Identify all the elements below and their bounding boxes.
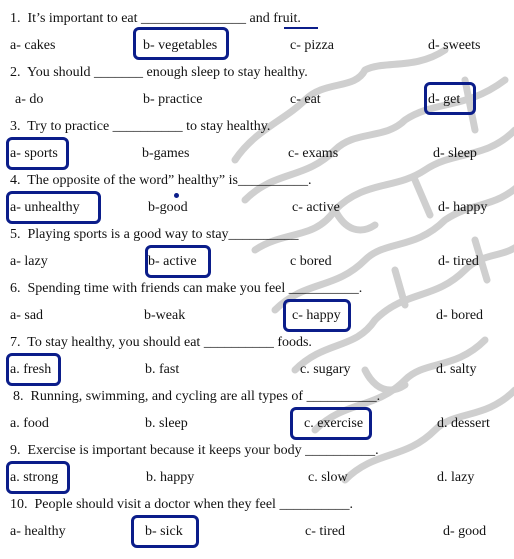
answer-circle-b — [133, 27, 229, 60]
question-number: 10. — [10, 497, 28, 512]
option-d[interactable]: d- sleep — [433, 146, 477, 161]
question-number: 6. — [10, 281, 21, 296]
question-text: Spending time with friends can make you feel __________. — [20, 281, 363, 296]
option-a[interactable]: a. food — [10, 416, 49, 431]
question-text: Running, swimming, and cycling are all types of __________. — [23, 389, 381, 404]
question-5 — [10, 227, 299, 243]
option-b[interactable]: b-weak — [144, 308, 186, 323]
option-c[interactable]: c bored — [290, 254, 332, 269]
question-number: 8. — [13, 389, 24, 404]
option-d[interactable]: d- tired — [438, 254, 479, 269]
answer-circle-a — [6, 137, 69, 170]
answer-circle-c — [290, 407, 372, 440]
question-number: 2. — [10, 65, 21, 80]
question-6 — [10, 281, 362, 297]
question-number: 7. — [10, 335, 21, 350]
option-a[interactable]: a- cakes — [10, 38, 56, 53]
option-c[interactable]: c. sugary — [300, 362, 351, 377]
option-d[interactable]: d. lazy — [437, 470, 475, 485]
question-text: Try to practice __________ to stay healthy. — [20, 119, 271, 134]
option-c[interactable]: c- active — [292, 200, 340, 215]
option-b[interactable]: b. fast — [145, 362, 180, 377]
answer-circle-a — [6, 461, 70, 494]
answer-circle-a — [6, 191, 101, 224]
option-c[interactable]: c- pizza — [290, 38, 334, 53]
answer-circle-a — [6, 353, 61, 386]
question-text: People should visit a doctor when they feel __________. — [27, 497, 353, 512]
option-a[interactable]: a. fresh — [10, 362, 52, 377]
option-c[interactable]: c- exams — [288, 146, 339, 161]
option-a[interactable]: a- sad — [10, 308, 44, 323]
question-number: 3. — [10, 119, 21, 134]
answer-circle-d — [424, 82, 476, 115]
question-number: 1. — [10, 11, 21, 26]
question-4 — [10, 173, 311, 189]
question-number: 5. — [10, 227, 21, 242]
option-a[interactable]: a- do — [15, 92, 44, 107]
option-a[interactable]: a- unhealthy — [10, 200, 80, 215]
option-d[interactable]: d. dessert — [437, 416, 490, 431]
answer-circle-b — [145, 245, 211, 278]
option-b[interactable]: b- practice — [143, 92, 203, 107]
question-text: It’s important to eat _______________ and fruit. — [20, 11, 301, 26]
question-text: You should _______ enough sleep to stay healthy. — [20, 65, 308, 80]
question-1 — [10, 11, 301, 27]
option-b[interactable]: b. happy — [146, 470, 195, 485]
option-a[interactable]: a- sports — [10, 146, 58, 161]
question-3 — [10, 119, 270, 135]
option-b[interactable]: b- vegetables — [143, 38, 218, 53]
question-10 — [10, 497, 353, 513]
question-2 — [10, 65, 308, 81]
question-8 — [13, 389, 380, 405]
option-d[interactable]: d- sweets — [428, 38, 481, 53]
option-b[interactable]: b-good — [148, 200, 188, 215]
question-text: Exercise is important because it keeps your body __________. — [20, 443, 379, 458]
answer-circle-b — [131, 515, 199, 548]
question-text: Playing sports is a good way to stay__________ — [20, 227, 299, 242]
option-d[interactable]: d- happy — [438, 200, 488, 215]
option-d[interactable]: d- get — [428, 92, 461, 107]
question-number: 4. — [10, 173, 21, 188]
option-a[interactable]: a- healthy — [10, 524, 66, 539]
option-d[interactable]: d- bored — [436, 308, 484, 323]
option-a[interactable]: a. strong — [10, 470, 59, 485]
option-d[interactable]: d. salty — [436, 362, 477, 377]
option-d[interactable]: d- good — [443, 524, 487, 539]
answer-circle-c — [283, 299, 351, 332]
answer-underline — [284, 27, 318, 29]
option-b[interactable]: b-games — [142, 146, 190, 161]
option-c[interactable]: c- happy — [292, 308, 341, 323]
option-b[interactable]: b- active — [148, 254, 197, 269]
question-7 — [10, 335, 312, 351]
question-number: 9. — [10, 443, 21, 458]
option-c[interactable]: c. slow — [308, 470, 348, 485]
question-text: The opposite of the word” healthy” is__________. — [20, 173, 312, 188]
option-a[interactable]: a- lazy — [10, 254, 48, 269]
option-b[interactable]: b. sleep — [145, 416, 188, 431]
question-text: To stay healthy, you should eat __________ foods. — [20, 335, 312, 350]
option-b[interactable]: b- sick — [145, 524, 183, 539]
ink-dot — [174, 193, 179, 198]
question-9 — [10, 443, 379, 459]
option-c[interactable]: c- eat — [290, 92, 321, 107]
option-c[interactable]: c- tired — [305, 524, 346, 539]
option-c[interactable]: c. exercise — [304, 416, 364, 431]
